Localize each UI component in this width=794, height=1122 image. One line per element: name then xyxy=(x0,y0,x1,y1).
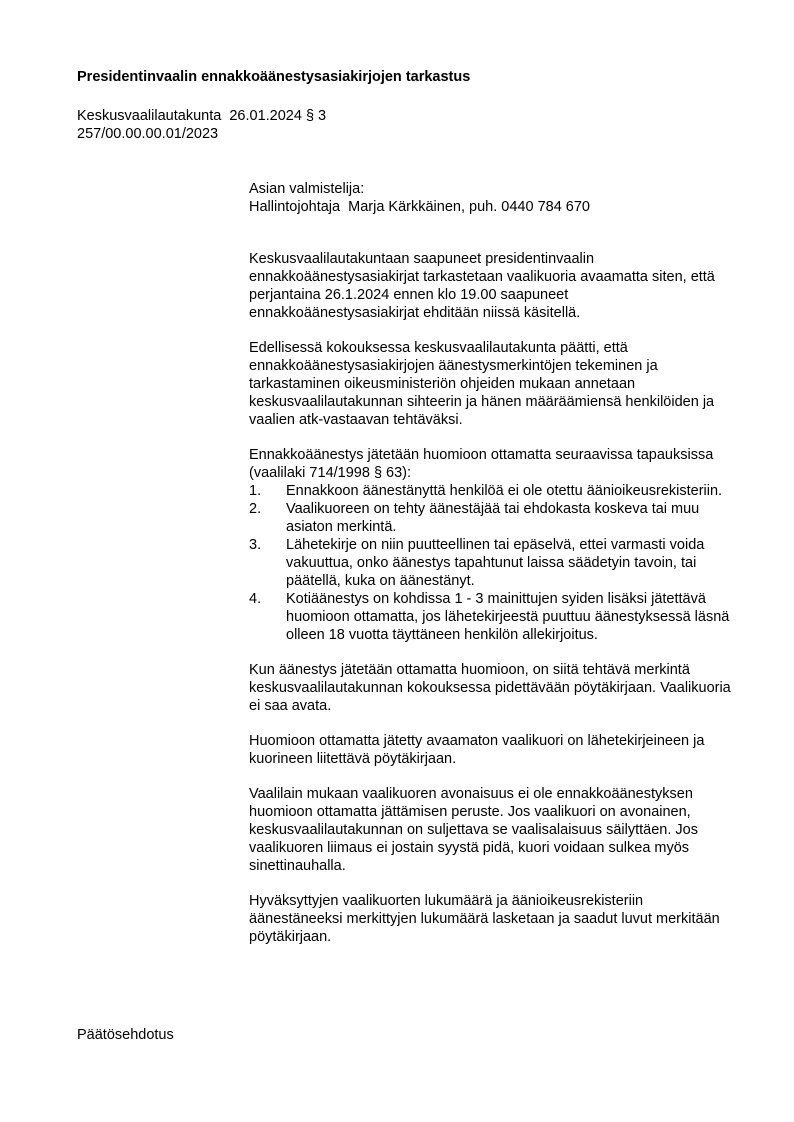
paragraph-previous-meeting: Edellisessä kokouksessa keskusvaalilautakunta päätti, että ennakkoäänestysasiakirjojen äänestysmerkintöjen tekeminen ja tarkastaminen oikeusministeriön ohjeiden mukaan annetaan keskusvaalilautakunnan sihteerin ja hänen määräämiensä henkilöiden ja vaalien atk-vastaavan tehtäväksi. xyxy=(249,340,715,428)
document-body xyxy=(249,180,739,946)
paragraph-inspection: Keskusvaalilautakuntaan saapuneet presidentinvaalin ennakkoäänestysasiakirjat tarkastetaan vaalikuoria avaamatta siten, että perjantaina 26.1.2024 ennen klo 19.00 saapuneet ennakkoäänestysasiakirjat ehditään niissä käsitellä. xyxy=(249,251,715,321)
list-item-number: 3. xyxy=(249,537,262,553)
preparer-name: Hallintojohtaja Marja Kärkkäinen, puh. 0440 784 670 xyxy=(249,199,590,215)
paragraph-marking: Kun äänestys jätetään ottamatta huomioon, on siitä tehtävä merkintä keskusvaalilautakunnan kokouksessa pidettävään pöytäkirjaan. Vaalikuoria ei saa avata. xyxy=(249,662,731,714)
list-item xyxy=(249,590,739,644)
exclusion-cases-list xyxy=(249,482,739,644)
decision-proposal-heading: Päätösehdotus xyxy=(77,1027,174,1043)
document-title: Presidentinvaalin ennakkoäänestysasiakirjojen tarkastus xyxy=(77,69,471,85)
list-item-text: Ennakkoon äänestänyttä henkilöä ei ole otettu äänioikeusrekisteriin. xyxy=(286,483,723,499)
list-item-text: Vaalikuoreen on tehty äänestäjää tai ehdokasta koskeva tai muu asiaton merkintä. xyxy=(286,501,700,535)
meeting-line: Keskusvaalilautakunta 26.01.2024 § 3 xyxy=(77,108,327,124)
list-item-text: Lähetekirje on niin puutteellinen tai epäselvä, ettei varmasti voida vakuuttua, onko äänestys tapahtunut laissa säädetyin tavoin, tai päätellä, kuka on äänestänyt. xyxy=(286,537,705,589)
case-number: 257/00.00.00.01/2023 xyxy=(77,126,219,142)
list-item-number: 1. xyxy=(249,483,262,499)
list-item xyxy=(249,482,739,500)
list-item-text: Kotiäänestys on kohdissa 1 - 3 mainittujen syiden lisäksi jätettävä huomioon ottamatta, jos lähetekirjeestä puuttuu äänestyksessä läsnä olleen 18 vuotta täyttäneen henkilön allekirjoitus. xyxy=(286,591,730,643)
list-item xyxy=(249,536,739,590)
list-item-number: 2. xyxy=(249,501,262,517)
paragraph-counting: Hyväksyttyjen vaalikuorten lukumäärä ja äänioikeusrekisteriin äänestäneeksi merkittyjen lukumäärä lasketaan ja saadut luvut merkitään pöytäkirjaan. xyxy=(249,893,720,945)
paragraph-attach: Huomioon ottamatta jätetty avaamaton vaalikuori on lähetekirjeineen ja kuorineen liitettävä pöytäkirjaan. xyxy=(249,733,705,767)
paragraph-open-envelope: Vaalilain mukaan vaalikuoren avonaisuus ei ole ennakkoäänestyksen huomioon ottamatta jättämisen peruste. Jos vaalikuori on avonainen, keskusvaalilautakunnan on suljettava se vaalisalaisuus säilyttäen. Jos vaalikuoren liimaus ei jostain syystä pidä, kuori voidaan sulkea myös sinettinauhalla. xyxy=(249,786,698,874)
list-item xyxy=(249,500,739,536)
preparer-label: Asian valmistelija: xyxy=(249,181,365,197)
meeting-reference xyxy=(77,107,326,143)
paragraph-exclusion-intro: Ennakkoäänestys jätetään huomioon ottamatta seuraavissa tapauksissa (vaalilaki 714/1998 § 63): xyxy=(249,447,714,481)
list-item-number: 4. xyxy=(249,591,262,607)
preparer-block xyxy=(249,180,739,216)
